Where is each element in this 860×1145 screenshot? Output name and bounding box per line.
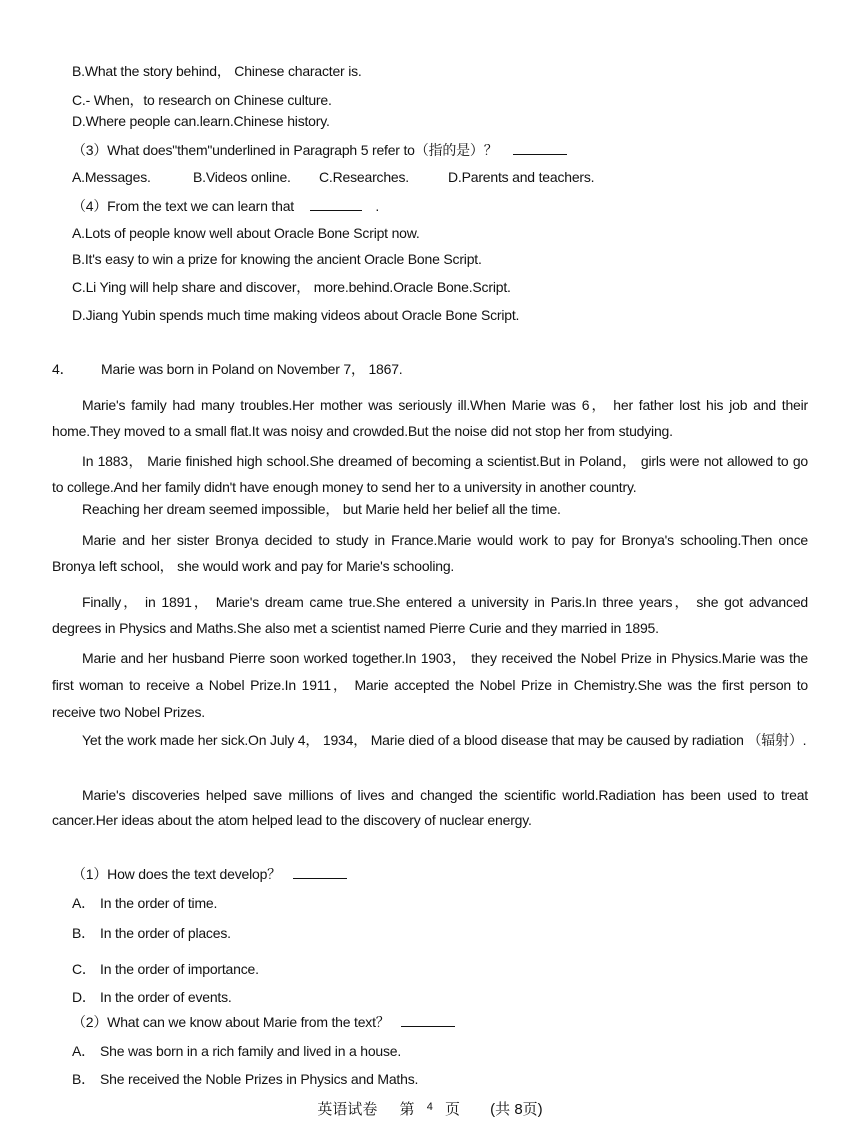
question-3-option-d: D.Parents and teachers.	[448, 169, 595, 185]
passage-paragraph: Finally， in 1891， Marie's dream came true.She entered a university in Paris.In three years， she got advanced degrees in Physics and Maths.She also met a scientist named Pierre Curie and they married in 1895.	[52, 594, 808, 636]
passage-first-line: Marie was born in Poland on November 7， 1867.	[101, 361, 403, 377]
footer-di: 第	[399, 1101, 415, 1118]
footer-page-number: 4	[426, 1101, 433, 1113]
question-2-stem	[72, 1012, 455, 1031]
question-3-text: （3）What does"them"underlined in Paragraph 5 refer to（指的是）？	[72, 142, 498, 158]
question-1-stem	[72, 864, 347, 883]
passage-number: 4．	[52, 361, 74, 377]
question-1-option-b: B． In the order of places.	[72, 925, 231, 941]
footer-ye: 页	[444, 1101, 460, 1118]
prev-option-c: C.‐ When，to research on Chinese culture.	[72, 92, 332, 108]
answer-blank[interactable]	[310, 196, 362, 211]
question-4-period: .	[375, 198, 380, 214]
answer-blank[interactable]	[401, 1012, 455, 1027]
answer-blank[interactable]	[513, 140, 567, 155]
footer-subject: 英语试卷	[317, 1101, 378, 1118]
question-3-option-b: B.Videos online.	[193, 169, 291, 185]
prev-option-d: D.Where people can.learn.Chinese history.	[72, 113, 330, 129]
passage-paragraph: Yet the work made her sick.On July 4， 1934， Marie died of a blood disease that may be caused by radiation （辐射）.	[82, 732, 807, 748]
question-4-option-a: A.Lots of people know well about Oracle Bone Script now.	[72, 225, 420, 241]
question-1-option-a: A． In the order of time.	[72, 895, 218, 911]
passage-paragraph: Marie and her sister Bronya decided to study in France.Marie would work to pay for Bronya's schooling.Then once Bronya left school， she would work and pay for Marie's schooling.	[52, 532, 808, 574]
question-3-option-c: C.Researches.	[319, 169, 409, 185]
question-1-option-d: D． In the order of events.	[72, 989, 232, 1005]
passage-paragraph: In 1883， Marie finished high school.She dreamed of becoming a scientist.But in Poland， girls were not allowed to go to college.And her family didn't have enough money to send her to a university in another country.	[52, 453, 808, 495]
question-4-option-c: C.Li Ying will help share and discover， more.behind.Oracle Bone.Script.	[72, 279, 511, 295]
question-4-text: （4）From the text we can learn that	[72, 198, 294, 214]
passage-paragraph: Reaching her dream seemed impossible， but Marie held her belief all the time.	[82, 501, 561, 517]
question-2-option-b: B． She received the Noble Prizes in Physics and Maths.	[72, 1071, 419, 1087]
question-1-option-c: C． In the order of importance.	[72, 961, 259, 977]
passage-paragraph: Marie's family had many troubles.Her mother was seriously ill.When Marie was 6， her father lost his job and their home.They moved to a small flat.It was noisy and crowded.But the noise did not stop her from studying.	[52, 397, 808, 439]
question-4-stem	[72, 196, 379, 215]
question-3-stem	[72, 140, 567, 159]
question-4-option-b: B.It's easy to win a prize for knowing the ancient Oracle Bone Script.	[72, 251, 482, 267]
question-3-option-a: A.Messages.	[72, 169, 151, 185]
footer-total-pages: (共 8页)	[490, 1101, 543, 1118]
prev-option-b: B.What the story behind， Chinese character is.	[72, 63, 362, 79]
page-footer	[0, 1098, 860, 1119]
passage-paragraph: Marie's discoveries helped save millions of lives and changed the scientific world.Radiation has been used to treat cancer.Her ideas about the atom helped lead to the discovery of nuclear energy.	[52, 787, 808, 828]
question-2-text: （2）What can we know about Marie from the text？	[72, 1014, 390, 1030]
answer-blank[interactable]	[293, 864, 347, 879]
question-2-option-a: A． She was born in a rich family and lived in a house.	[72, 1043, 402, 1059]
question-1-text: （1）How does the text develop？	[72, 866, 281, 882]
question-4-option-d: D.Jiang Yubin spends much time making videos about Oracle Bone Script.	[72, 307, 520, 323]
passage-paragraph: Marie and her husband Pierre soon worked together.In 1903， they received the Nobel Prize in Physics.Marie was the first woman to receive a Nobel Prize.In 1911， Marie accepted the Nobel Prize in Chemistry.She was the first person to receive two Nobel Prizes.	[52, 650, 808, 720]
